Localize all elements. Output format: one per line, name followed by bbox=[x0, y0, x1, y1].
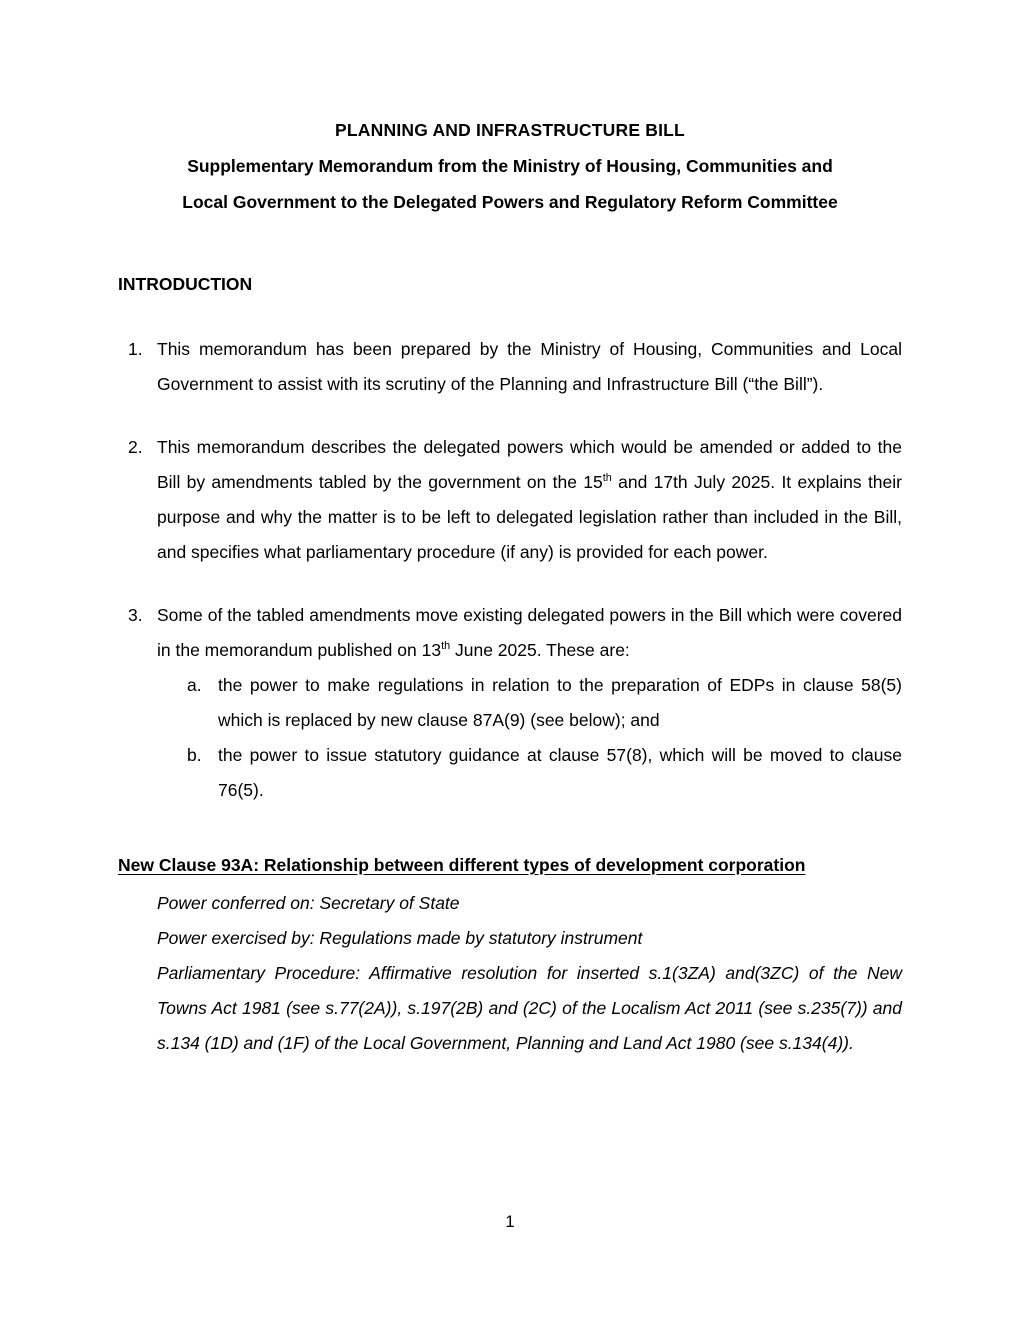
sub-item-text: the power to make regulations in relation to the preparation of EDPs in clause 58(5) which is replaced by new clause 87A(9) (see below); and bbox=[218, 675, 902, 730]
paragraph-text-part-2: and 17th July 2025. It explains their purpose and why the matter is to be left to delegated legislation rather than included in the Bill, and specifies what parliamentary procedure (if any) is provided for each power. bbox=[157, 472, 902, 562]
paragraph-marker: 2. bbox=[128, 437, 143, 457]
sub-item-a bbox=[187, 668, 902, 738]
paragraph-item-2 bbox=[118, 430, 902, 570]
power-description-block bbox=[157, 886, 902, 1061]
paragraph-item-3 bbox=[118, 598, 902, 808]
document-title-line-2: Supplementary Memorandum from the Ministry of Housing, Communities and bbox=[187, 156, 833, 176]
parliamentary-procedure: Parliamentary Procedure: Affirmative resolution for inserted s.1(3ZA) and(3ZC) of the New Towns Act 1981 (see s.77(2A)), s.197(2B) and (2C) of the Localism Act 2011 (see s.235(7)) and s.134 (1D) and (1F) of the Local Government, Planning and Land Act 1980 (see s.134(4)). bbox=[157, 963, 902, 1053]
document-content bbox=[118, 112, 902, 1061]
ordinal-superscript: th bbox=[602, 472, 612, 485]
document-title-block bbox=[118, 112, 902, 220]
sub-item-marker: a. bbox=[187, 675, 202, 695]
ordinal-superscript: th bbox=[441, 640, 451, 653]
document-title-line-3: Local Government to the Delegated Powers and Regulatory Reform Committee bbox=[182, 192, 838, 212]
power-exercised-by: Power exercised by: Regulations made by statutory instrument bbox=[157, 928, 643, 948]
sub-item-b bbox=[187, 738, 902, 808]
sub-item-text: the power to issue statutory guidance at clause 57(8), which will be moved to clause 76(5). bbox=[218, 745, 902, 800]
paragraph-marker: 3. bbox=[128, 605, 143, 625]
paragraph-text-part-1: This memorandum describes the delegated powers which would be amended or added to the Bill by amendments tabled by the government on the 15 bbox=[157, 437, 902, 492]
paragraph-marker: 1. bbox=[128, 339, 143, 359]
sub-item-marker: b. bbox=[187, 745, 202, 765]
paragraph-text-part-2: June 2025. These are: bbox=[450, 640, 630, 660]
paragraph-text bbox=[157, 430, 902, 570]
power-conferred-on: Power conferred on: Secretary of State bbox=[157, 893, 460, 913]
paragraph-text: This memorandum has been prepared by the Ministry of Housing, Communities and Local Government to assist with its scrutiny of the Planning and Infrastructure Bill (“the Bill”). bbox=[157, 339, 902, 394]
paragraph-text-part-1: Some of the tabled amendments move existing delegated powers in the Bill which were covered in the memorandum published on 13 bbox=[157, 605, 902, 660]
paragraph-item-1 bbox=[118, 332, 902, 402]
paragraph-text bbox=[157, 598, 902, 668]
lettered-sub-list bbox=[157, 668, 902, 808]
section-heading-introduction: INTRODUCTION bbox=[118, 274, 253, 294]
document-title-line-1: PLANNING AND INFRASTRUCTURE BILL bbox=[335, 120, 685, 140]
numbered-paragraph-list bbox=[118, 332, 902, 808]
page-number: 1 bbox=[505, 1212, 515, 1231]
clause-heading-93a: New Clause 93A: Relationship between different types of development corporation bbox=[118, 855, 806, 875]
